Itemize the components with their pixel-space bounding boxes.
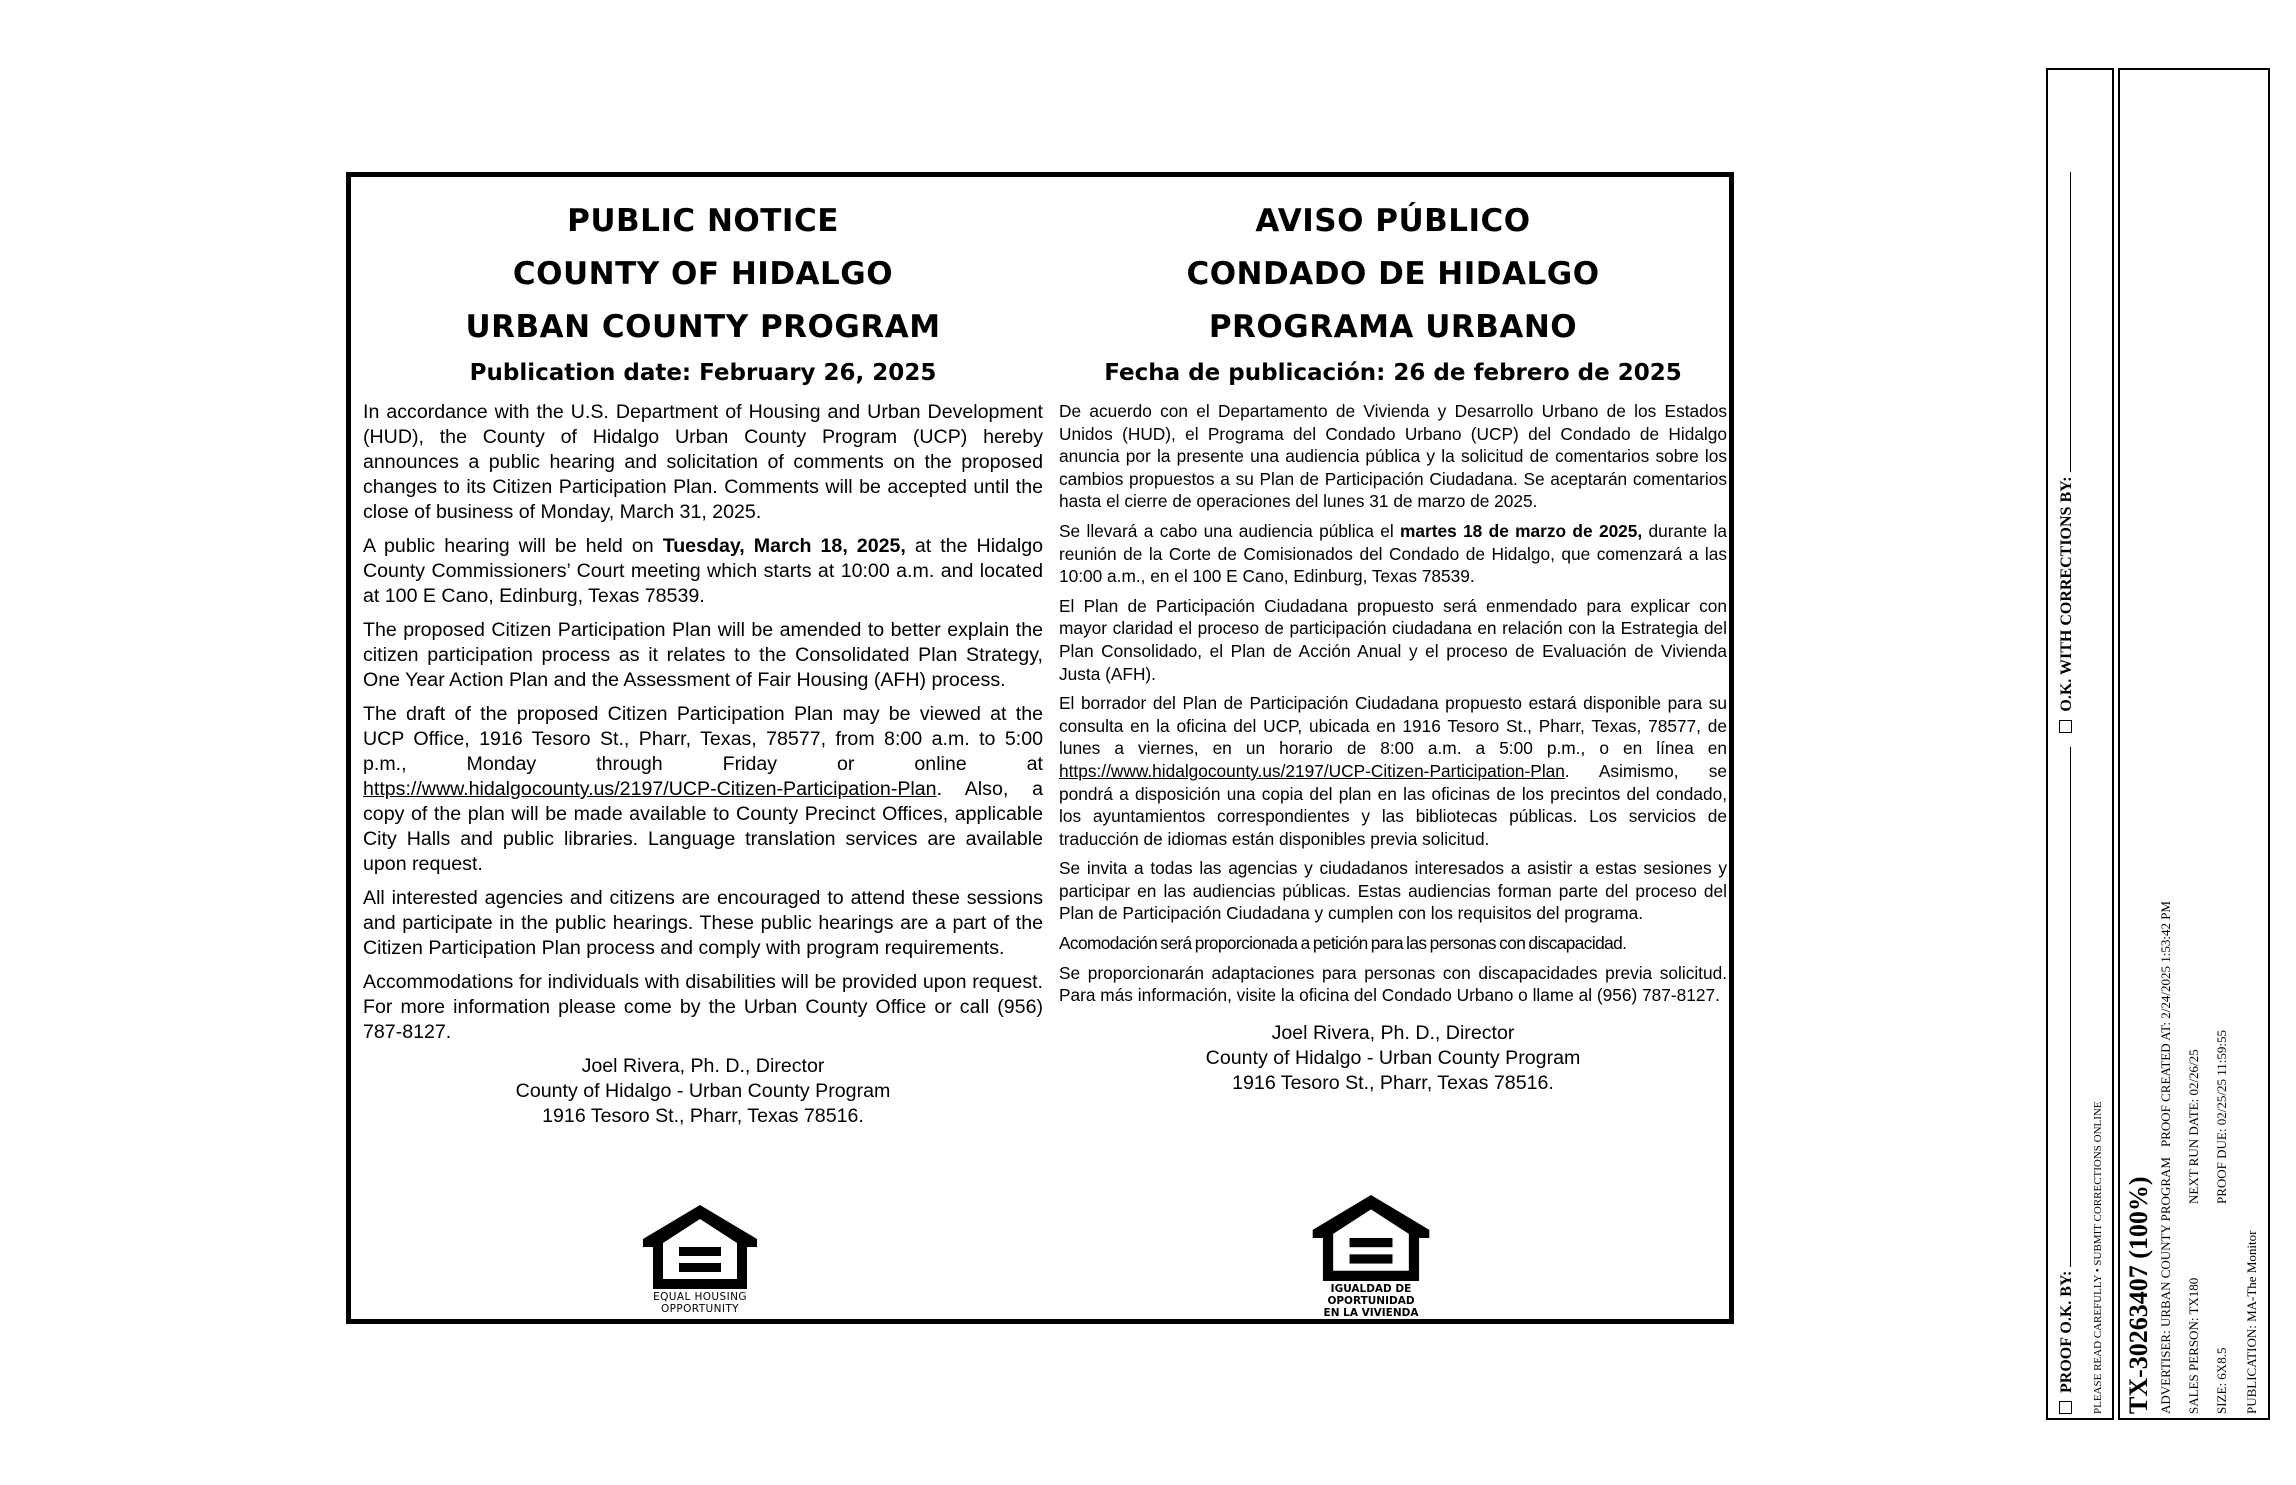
corrections-checkbox[interactable]	[2059, 720, 2072, 733]
paragraph-invitation: All interested agencies and citizens are encouraged to attend these sessions and participate in the public hearings. These public hearings are a part of the Citizen Participation Plan process and comply with program requirements.	[363, 887, 1043, 959]
parrafo-invitacion: Se invita a todas las agencias y ciudadanos interesados a asistir a estas sesiones y participar en las audiencias públicas. Estas audiencias forman parte del proceso del Plan de Participación Ciudadana y cumplen con los requisitos del programa.	[1059, 858, 1727, 924]
next-run-date: NEXT RUN DATE: 02/26/25	[2186, 1049, 2201, 1204]
spanish-column	[1059, 195, 1727, 1096]
ad-size: SIZE: 6X8.5	[2214, 1347, 2229, 1414]
text: A public hearing will be held on	[363, 535, 663, 557]
proof-due: PROOF DUE: 02/25/25 11:59:55	[2214, 1030, 2229, 1204]
hearing-date: Tuesday, March 18, 2025,	[662, 535, 906, 557]
heading-programa: PROGRAMA URBANO	[1208, 309, 1578, 345]
text: at the Hidalgo County Commissioners’ Court meeting which starts at 10:00 a.m. and located at 100 E Cano, Edinburg, Texas 78539.	[363, 535, 1043, 607]
igualdad-vivienda-logo	[1309, 1193, 1433, 1319]
publication-date: Publication date: February 26, 2025	[469, 360, 937, 386]
paragraph-amendment: The proposed Citizen Participation Plan will be amended to better explain the citizen participation process as it relates to the Consolidated Plan Strategy, One Year Action Plan and the Assessment of Fair Housing (AFH) process.	[363, 619, 1043, 691]
parrafo-audiencia	[1059, 520, 1727, 588]
publication: PUBLICATION: MA-The Monitor	[2244, 1230, 2259, 1414]
text: durante la reunión de la Corte de Comisionados del Condado de Hidalgo, que comenzará a las 10:00 a.m., en el 100 E Cano, Edinburg, Texas 78539.	[1059, 520, 1727, 587]
text: . Asimismo, se pondrá a disposición una copia del plan en las oficinas de los precintos del condado, los ayuntamientos correspondientes y las bibliotecas públicas. Los servicios de traducción de idiomas están disponibles previa solicitud.	[1059, 760, 1727, 849]
parrafo-enmienda: El Plan de Participación Ciudadana propuesto será enmendado para explicar con mayor claridad el proceso de participación ciudadana en relación con la Estrategia del Plan Consolidado, el Plan de Acción Anual y el proceso de Evaluación de Vivienda Justa (AFH).	[1059, 595, 1727, 684]
signature-block	[363, 1054, 1043, 1129]
heading-county: COUNTY OF HIDALGO	[512, 256, 894, 292]
advertiser-row	[2158, 901, 2174, 1414]
logo-caption-2: OPPORTUNITY	[660, 1303, 739, 1315]
fecha-publicacion: Fecha de publicación: 26 de febrero de 2025	[1104, 360, 1682, 386]
plan-url-link[interactable]: https://www.hidalgocounty.us/2197/UCP-Citizen-Participation-Plan	[363, 778, 937, 800]
instructions-text: PLEASE READ CAREFULLY • SUBMIT CORRECTIONS ONLINE	[2092, 1101, 2104, 1414]
proof-ok-label: PROOF O.K. BY:	[2058, 1270, 2075, 1393]
text: The draft of the proposed Citizen Participation Plan may be viewed at the UCP Office, 1916 Tesoro St., Pharr, Texas, 78577, from 8:00 a.m. to 5:00 p.m., Monday through Friday or online at	[363, 703, 1043, 775]
english-column	[363, 195, 1043, 1129]
house-icon	[641, 1203, 759, 1291]
advertiser: ADVERTISER: URBAN COUNTY PROGRAM	[2158, 1157, 2173, 1414]
size-row	[2214, 1030, 2230, 1414]
heading-aviso-publico: AVISO PÚBLICO	[1255, 203, 1531, 239]
logo-caption-es-2: OPORTUNIDAD	[1327, 1295, 1415, 1307]
heading-public-notice: PUBLIC NOTICE	[567, 203, 839, 239]
paragraph-draft	[363, 702, 1043, 877]
paragraph-accommodations: Accommodations for individuals with disabilities will be provided upon request. For more information please come by the Urban County Office or call (956) 787-8127.	[363, 971, 1043, 1043]
paragraph-hearing	[363, 534, 1043, 609]
parrafo-intro: De acuerdo con el Departamento de Vivienda y Desarrollo Urbano de los Estados Unidos (HUD), el Programa del Condado Urbano (UCP) del Condado de Hidalgo anuncia por la presente una audiencia pública y la solicitud de comentarios sobre los cambios propuestos a su Plan de Participación Ciudadana. Se aceptarán comentarios hasta el cierre de operaciones del lunes 31 de marzo de 2025.	[1059, 401, 1727, 512]
paragraph-intro: In accordance with the U.S. Department of Housing and Urban Development (HUD), the County of Hidalgo Urban County Program (UCP) hereby announces a public hearing and solicitation of comments on the proposed changes to its Citizen Participation Plan. Comments will be accepted until the close of business of Monday, March 31, 2025.	[363, 401, 1043, 523]
plan-url-link-es[interactable]: https://www.hidalgocounty.us/2197/UCP-Citizen-Participation-Plan	[1059, 760, 1565, 781]
text: . Also, a copy of the plan will be made available to County Precinct Offices, applicable City Halls and public libraries. Language translation services are available upon request.	[363, 778, 1043, 875]
sales-row	[2186, 1049, 2202, 1414]
equal-housing-logo	[641, 1203, 759, 1315]
sales-person: SALES PERSON: TX180	[2186, 1277, 2201, 1414]
firma-direccion: 1916 Tesoro St., Pharr, Texas 78516.	[1232, 1071, 1554, 1094]
parrafo-borrador	[1059, 692, 1727, 850]
proof-ok-signature-line[interactable]	[2070, 747, 2071, 1267]
public-notice-ad	[346, 172, 1734, 1324]
corrections-label: O.K. WITH CORRECTIONS BY:	[2058, 476, 2075, 712]
heading-program: URBAN COUNTY PROGRAM	[465, 309, 941, 345]
signature-address: 1916 Tesoro St., Pharr, Texas 78516.	[542, 1105, 864, 1127]
firma-nombre: Joel Rivera, Ph. D., Director	[1271, 1021, 1515, 1044]
logo-caption-1: EQUAL HOUSING	[653, 1291, 747, 1303]
house-icon	[1309, 1193, 1433, 1283]
parrafo-adaptaciones: Se proporcionarán adaptaciones para personas con discapacidades previa solicitud. Para más información, visite la oficina del Condado Urbano o llame al (956) 787-8127.	[1059, 962, 1727, 1006]
firma-org: County of Hidalgo - Urban County Program	[1205, 1046, 1581, 1069]
proof-ok-checkbox[interactable]	[2059, 1401, 2072, 1414]
text: El borrador del Plan de Participación Ciudadana propuesto estará disponible para su consulta en la oficina del UCP, ubicada en 1916 Tesoro St., Pharr, Texas, 78577, de lunes a viernes, en un horario de 8:00 a.m. a 5:00 p.m., o en línea en	[1059, 693, 1727, 759]
proof-created: PROOF CREATED AT: 2/24/2025 1:53:42 PM	[2158, 901, 2173, 1148]
firma-block	[1059, 1021, 1727, 1096]
signature-name: Joel Rivera, Ph. D., Director	[581, 1055, 825, 1077]
parrafo-acomodacion: Acomodación será proporcionada a petición para las personas con discapacidad.	[1059, 933, 1627, 954]
corrections-signature-line[interactable]	[2070, 172, 2071, 472]
logo-caption-es-3: EN LA VIVIENDA	[1323, 1307, 1419, 1319]
ad-id: TX-30263407 (100%)	[2124, 1176, 2153, 1414]
fecha-audiencia: martes 18 de marzo de 2025,	[1400, 520, 1643, 541]
proof-ok-row	[2058, 172, 2076, 1414]
heading-condado: CONDADO DE HIDALGO	[1186, 256, 1600, 292]
text: Se llevará a cabo una audiencia pública el	[1059, 520, 1401, 541]
signature-org: County of Hidalgo - Urban County Program	[515, 1080, 891, 1102]
logo-caption-es-1: IGUALDAD DE	[1330, 1283, 1412, 1295]
